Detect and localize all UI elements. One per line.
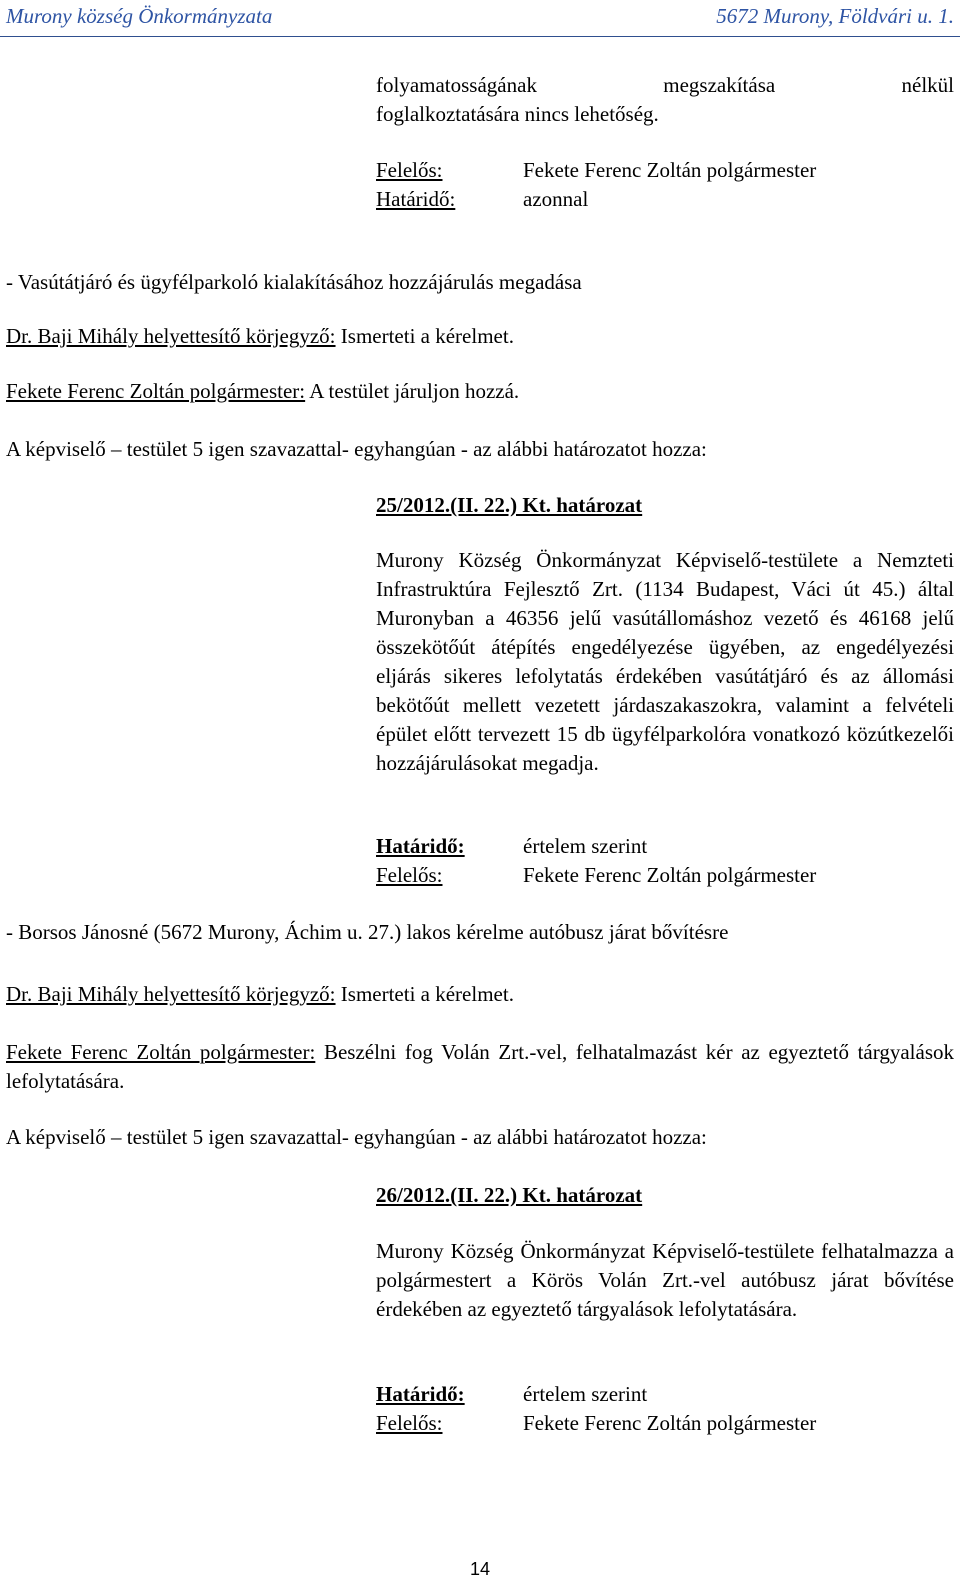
deadline-row-2 [376, 832, 956, 861]
responsible-row-3 [376, 1409, 956, 1438]
responsible-value-3: Fekete Ferenc Zoltán polgármester [523, 1411, 817, 1435]
speaker-mayor-text: A testület járuljon hozzá. [305, 379, 520, 403]
speaker-mayor: Fekete Ferenc Zoltán polgármester: [6, 379, 306, 403]
page-number: 14 [469, 1559, 491, 1579]
resolution-number: 25/2012.(II. 22.) Kt. [376, 493, 551, 517]
deadline-label-2: Határidő: [376, 834, 465, 858]
resolution-word-2: határozat [551, 1183, 643, 1207]
resolution-body-1: Murony Község Önkormányzat Képviselő-testülete a Nemzteti Infrastruktúra Fejlesztő Zrt. (1134 Budapest, Váci út 45.) által Muronyban a 46356 jelű vasútállomáshoz vezető és 46168 jelű összekötőút átépítés engedélyezése ügyében, az engedélyezési eljárás sikeres lefolytatás érdekében vasútátjáró és az állomási bekötőút mellett vezetett járdaszakaszokra, valamint a felvételi épület előtt tervezett 15 db ügyfélparkolóra vonatkozó közútkezelői hozzájárulásokat megadja. [376, 548, 954, 775]
speaker-mayor-text-2: Beszélni fog Volán Zrt.-vel, felhatalmazást kér az egyeztető tárgyalások lefolytatására. [6, 1040, 954, 1093]
agenda1-speaker-line [6, 322, 954, 351]
responsible-label: Felelős: [376, 158, 443, 182]
responsible-value-2: Fekete Ferenc Zoltán polgármester [523, 863, 817, 887]
resolution-title-2 [376, 1181, 954, 1210]
speaker-notary: Dr. Baji Mihály helyettesítő körjegyző: [6, 324, 336, 348]
deadline-label-3: Határidő: [376, 1382, 465, 1406]
deadline-value-3: értelem szerint [523, 1382, 648, 1406]
deadline-value-2: értelem szerint [523, 834, 648, 858]
deadline-row-3 [376, 1380, 956, 1409]
resolution-title-1 [376, 491, 954, 520]
speaker-notary-text-2: Ismerteti a kérelmet. [335, 982, 514, 1006]
deadline-label: Határidő: [376, 187, 456, 211]
header-address: 5672 Murony, Földvári u. 1. [716, 4, 954, 28]
responsible-row-2 [376, 861, 956, 890]
intro-line-1: folyamatosságának megszakítása nélkül [376, 73, 954, 97]
responsible-row [376, 156, 956, 185]
speaker-notary-2: Dr. Baji Mihály helyettesítő körjegyző: [6, 982, 336, 1006]
responsible-label-3: Felelős: [376, 1411, 443, 1435]
agenda1-mayor-line [6, 377, 954, 406]
responsible-value: Fekete Ferenc Zoltán polgármester [523, 158, 817, 182]
agenda2-speaker-line [6, 980, 954, 1009]
responsible-label-2: Felelős: [376, 863, 443, 887]
resolution-number-2: 26/2012.(II. 22.) Kt. [376, 1183, 551, 1207]
agenda-title-2: - Borsos Jánosné (5672 Murony, Áchim u. 27.) lakos kérelme autóbusz járat bővítésre [6, 920, 729, 944]
deadline-value: azonnal [523, 187, 589, 211]
agenda2-mayor-line [6, 1038, 954, 1096]
deadline-row [376, 185, 956, 214]
intro-line-2: foglalkoztatására nincs lehetőség. [376, 102, 659, 126]
resolution-body-2: Murony Község Önkormányzat Képviselő-testülete felhatalmazza a polgármestert a Körös Volán Zrt.-vel autóbusz járat bővítése érdekében az egyeztető tárgyalások lefolytatására. [376, 1239, 954, 1321]
page-header [0, 0, 960, 37]
speaker-notary-text: Ismerteti a kérelmet. [335, 324, 514, 348]
speaker-mayor-2: Fekete Ferenc Zoltán polgármester: [6, 1040, 316, 1064]
header-municipality: Murony község Önkormányzata [6, 4, 273, 28]
vote-statement-1: A képviselő – testület 5 igen szavazattal- egyhangúan - az alábbi határozatot hozza: [6, 437, 707, 461]
resolution-word: határozat [551, 493, 643, 517]
vote-statement-2: A képviselő – testület 5 igen szavazattal- egyhangúan - az alábbi határozatot hozza: [6, 1125, 707, 1149]
agenda-title-1: - Vasútátjáró és ügyfélparkoló kialakításához hozzájárulás megadása [6, 270, 582, 294]
